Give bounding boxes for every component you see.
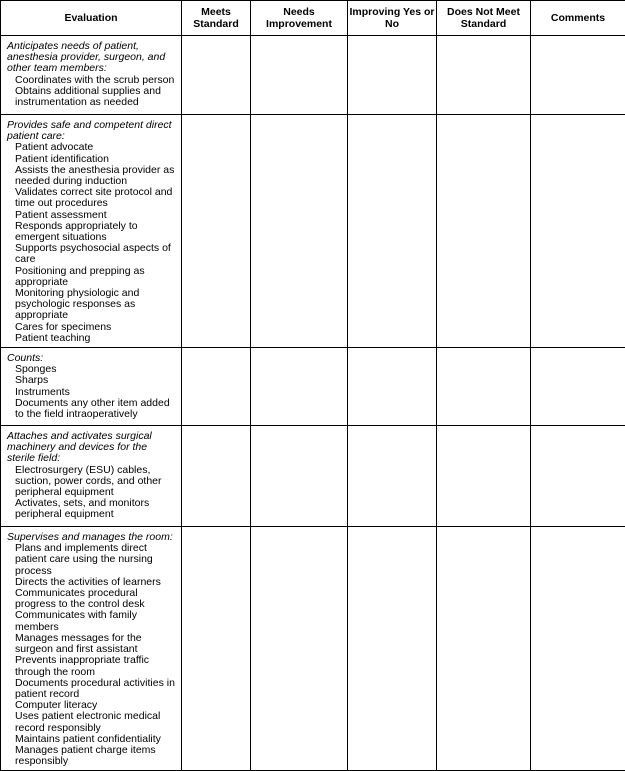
needs-improvement-cell[interactable]: [251, 527, 348, 771]
criterion-item: Patient advocate: [15, 142, 177, 153]
criterion-item: Cares for specimens: [15, 322, 177, 333]
table-body: [1, 36, 625, 771]
header-needs-improvement: Needs Improvement: [251, 1, 348, 36]
improving-cell[interactable]: [348, 426, 437, 527]
criterion-item: Manages messages for the surgeon and first assistant: [15, 633, 177, 655]
needs-improvement-cell[interactable]: [251, 36, 348, 115]
comments-cell[interactable]: [531, 36, 625, 115]
criterion-item: Monitoring physiologic and psychologic responses as appropriate: [15, 288, 177, 322]
criterion-item: Maintains patient confidentiality: [15, 734, 177, 745]
does-not-meet-cell[interactable]: [437, 348, 531, 426]
header-row: [1, 1, 625, 36]
improving-cell[interactable]: [348, 348, 437, 426]
comments-cell[interactable]: [531, 527, 625, 771]
comments-cell[interactable]: [531, 426, 625, 527]
criterion-item: Documents any other item added to the field intraoperatively: [15, 398, 177, 420]
does-not-meet-cell[interactable]: [437, 527, 531, 771]
criterion-cell: [1, 426, 182, 527]
does-not-meet-cell[interactable]: [437, 115, 531, 348]
needs-improvement-cell[interactable]: [251, 426, 348, 527]
criterion-item: Plans and implements direct patient care using the nursing process: [15, 543, 177, 577]
criterion-item: Responds appropriately to emergent situations: [15, 221, 177, 243]
criterion-item: Sponges: [15, 364, 177, 375]
criterion-item: Computer literacy: [15, 700, 177, 711]
comments-cell[interactable]: [531, 115, 625, 348]
header-evaluation: Evaluation: [1, 1, 182, 36]
criterion-item: Uses patient electronic medical record responsibly: [15, 711, 177, 733]
table-row: [1, 527, 625, 771]
header-does-not-meet: Does Not Meet Standard: [437, 1, 531, 36]
criterion-cell: [1, 36, 182, 115]
meets-standard-cell[interactable]: [182, 115, 251, 348]
criterion-item: Instruments: [15, 387, 177, 398]
header-improving: Improving Yes or No: [348, 1, 437, 36]
criterion-item: Positioning and prepping as appropriate: [15, 266, 177, 288]
needs-improvement-cell[interactable]: [251, 115, 348, 348]
does-not-meet-cell[interactable]: [437, 36, 531, 115]
criterion-items: [7, 364, 177, 420]
meets-standard-cell[interactable]: [182, 426, 251, 527]
meets-standard-cell[interactable]: [182, 348, 251, 426]
table-row: [1, 348, 625, 426]
criterion-item: Prevents inappropriate traffic through the room: [15, 655, 177, 677]
criterion-heading: Counts:: [7, 353, 177, 364]
criterion-item: Electrosurgery (ESU) cables, suction, power cords, and other peripheral equipment: [15, 465, 177, 499]
criterion-item: Patient teaching: [15, 333, 177, 344]
header-comments: Comments: [531, 1, 625, 36]
criterion-item: Validates correct site protocol and time out procedures: [15, 187, 177, 209]
header-meets-standard: Meets Standard: [182, 1, 251, 36]
table-row: [1, 115, 625, 348]
criterion-item: Assists the anesthesia provider as needed during induction: [15, 165, 177, 187]
criterion-item: Patient assessment: [15, 210, 177, 221]
criterion-heading: Anticipates needs of patient, anesthesia provider, surgeon, and other team members:: [7, 41, 177, 75]
criterion-item: Manages patient charge items responsibly: [15, 745, 177, 767]
criterion-item: Directs the activities of learners: [15, 577, 177, 588]
criterion-item: Supports psychosocial aspects of care: [15, 243, 177, 265]
meets-standard-cell[interactable]: [182, 36, 251, 115]
does-not-meet-cell[interactable]: [437, 426, 531, 527]
criterion-items: [7, 75, 177, 109]
criterion-items: [7, 142, 177, 344]
criterion-item: Obtains additional supplies and instrumentation as needed: [15, 86, 177, 108]
criterion-item: Documents procedural activities in patient record: [15, 678, 177, 700]
meets-standard-cell[interactable]: [182, 527, 251, 771]
criterion-item: Coordinates with the scrub person: [15, 75, 177, 86]
criterion-cell: [1, 527, 182, 771]
improving-cell[interactable]: [348, 115, 437, 348]
criterion-items: [7, 543, 177, 767]
criterion-heading: Supervises and manages the room:: [7, 532, 177, 543]
table-row: [1, 426, 625, 527]
criterion-heading: Provides safe and competent direct patient care:: [7, 120, 177, 142]
criterion-items: [7, 465, 177, 521]
criterion-item: Activates, sets, and monitors peripheral equipment: [15, 498, 177, 520]
table-row: [1, 36, 625, 115]
criterion-item: Sharps: [15, 375, 177, 386]
criterion-item: Patient identification: [15, 154, 177, 165]
improving-cell[interactable]: [348, 527, 437, 771]
comments-cell[interactable]: [531, 348, 625, 426]
criterion-item: Communicates with family members: [15, 610, 177, 632]
criterion-cell: [1, 115, 182, 348]
criterion-item: Communicates procedural progress to the control desk: [15, 588, 177, 610]
improving-cell[interactable]: [348, 36, 437, 115]
needs-improvement-cell[interactable]: [251, 348, 348, 426]
criterion-heading: Attaches and activates surgical machinery and devices for the sterile field:: [7, 431, 177, 465]
criterion-cell: [1, 348, 182, 426]
